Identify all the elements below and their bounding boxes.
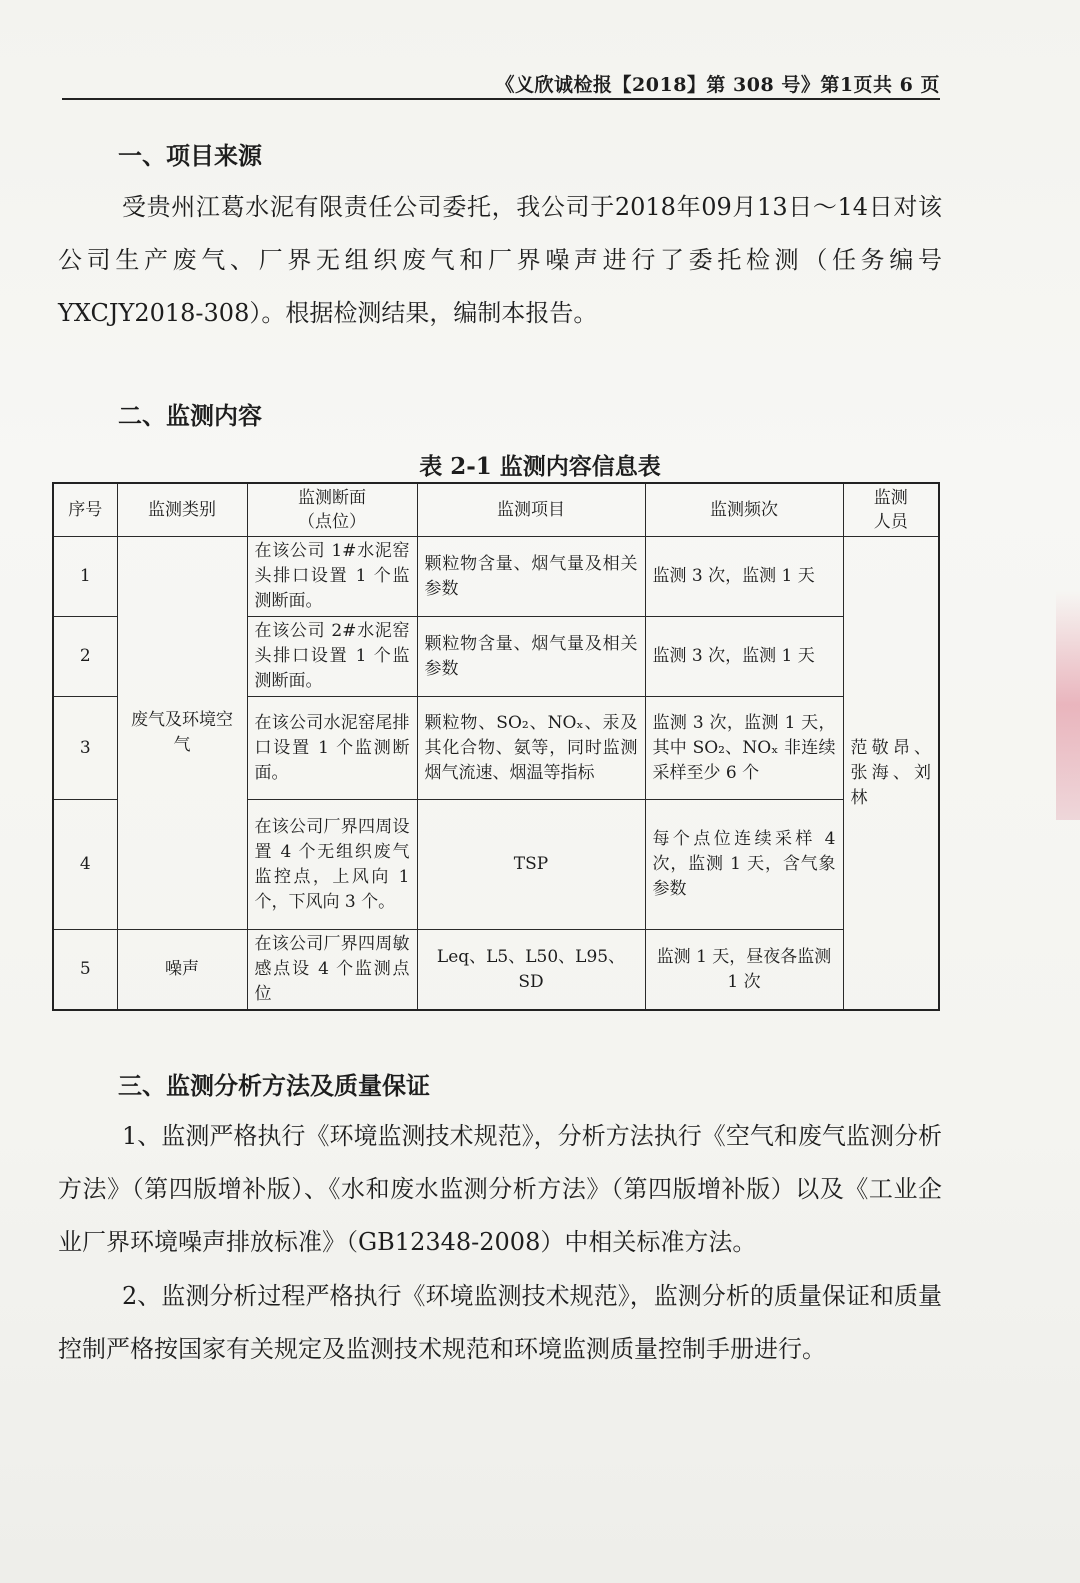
header-section xyxy=(247,483,417,537)
header-staff xyxy=(843,483,939,537)
table-caption: 表 2-1 监测内容信息表 xyxy=(419,453,661,480)
cell-category-noise: 噪声 xyxy=(117,930,247,1011)
cell-frequency: 监测 3 次，监测 1 天，其中 SO₂、NOₓ 非连续采样至少 6 个 xyxy=(645,697,843,800)
cell-section: 在该公司厂界四周敏感点设 4 个监测点位 xyxy=(247,930,417,1011)
header-section-line2: （点位） xyxy=(298,512,366,532)
cell-frequency: 每个点位连续采样 4 次，监测 1 天，含气象参数 xyxy=(645,800,843,930)
cell-seq: 3 xyxy=(53,697,117,800)
cell-seq: 2 xyxy=(53,617,117,697)
section-3-paragraph-1: 1、监测严格执行《环境监测技术规范》，分析方法执行《空气和废气监测分析方法》（第四版增补版）、《水和废水监测分析方法》（第四版增补版）以及《工业企业厂界环境噪声排放标准》（GB12348-2008）中相关标准方法。 xyxy=(58,1122,942,1256)
table-row xyxy=(53,537,939,617)
cell-frequency: 监测 3 次，监测 1 天 xyxy=(645,537,843,617)
section-3-paragraph-2: 2、监测分析过程严格执行《环境监测技术规范》，监测分析的质量保证和质量控制严格按国家有关规定及监测技术规范和环境监测质量控制手册进行。 xyxy=(58,1282,942,1363)
section-1-title: 一、项目来源 xyxy=(118,141,262,170)
cell-items: 颗粒物含量、烟气量及相关参数 xyxy=(417,617,645,697)
cell-staff: 范敬昂、张海、刘林 xyxy=(843,537,939,1011)
cell-items: 颗粒物含量、烟气量及相关参数 xyxy=(417,537,645,617)
header-seq: 序号 xyxy=(53,483,117,537)
cell-section: 在该公司 1#水泥窑头排口设置 1 个监测断面。 xyxy=(247,537,417,617)
cell-section: 在该公司 2#水泥窑头排口设置 1 个监测断面。 xyxy=(247,617,417,697)
table-header-row xyxy=(53,483,939,537)
seal-stamp-edge xyxy=(1056,590,1080,820)
section-2-title: 二、监测内容 xyxy=(118,401,262,430)
cell-section: 在该公司厂界四周设置 4 个无组织废气监控点，上风向 1 个，下风向 3 个。 xyxy=(247,800,417,930)
header-rule xyxy=(62,98,940,100)
cell-items: TSP xyxy=(417,800,645,930)
header-staff-line2: 人员 xyxy=(873,512,908,532)
monitoring-table xyxy=(52,482,940,1011)
cell-seq: 5 xyxy=(53,930,117,1011)
cell-items: Leq、L5、L50、L95、SD xyxy=(417,930,645,1011)
cell-frequency: 监测 3 次，监测 1 天 xyxy=(645,617,843,697)
cell-section: 在该公司水泥窑尾排口设置 1 个监测断面。 xyxy=(247,697,417,800)
report-header: 《义欣诚检报【2018】第 308 号》第1页共 6 页 xyxy=(495,74,940,96)
cell-seq: 4 xyxy=(53,800,117,930)
cell-items: 颗粒物、SO₂、NOₓ、汞及其化合物、氨等，同时监测烟气流速、烟温等指标 xyxy=(417,697,645,800)
header-category: 监测类别 xyxy=(117,483,247,537)
cell-seq: 1 xyxy=(53,537,117,617)
header-items: 监测项目 xyxy=(417,483,645,537)
table-row xyxy=(53,930,939,1011)
section-1-paragraph: 受贵州江葛水泥有限责任公司委托，我公司于2018年09月13日～14日对该公司生产废气、厂界无组织废气和厂界噪声进行了委托检测（任务编号YXCJY2018-308）。根据检测结果，编制本报告。 xyxy=(58,193,942,327)
header-staff-line1: 监测 xyxy=(873,488,908,508)
header-frequency: 监测频次 xyxy=(645,483,843,537)
section-3-title: 三、监测分析方法及质量保证 xyxy=(118,1071,430,1100)
cell-frequency: 监测 1 天，昼夜各监测 1 次 xyxy=(645,930,843,1011)
cell-category-air: 废气及环境空气 xyxy=(117,537,247,930)
header-section-line1: 监测断面 xyxy=(298,488,366,508)
